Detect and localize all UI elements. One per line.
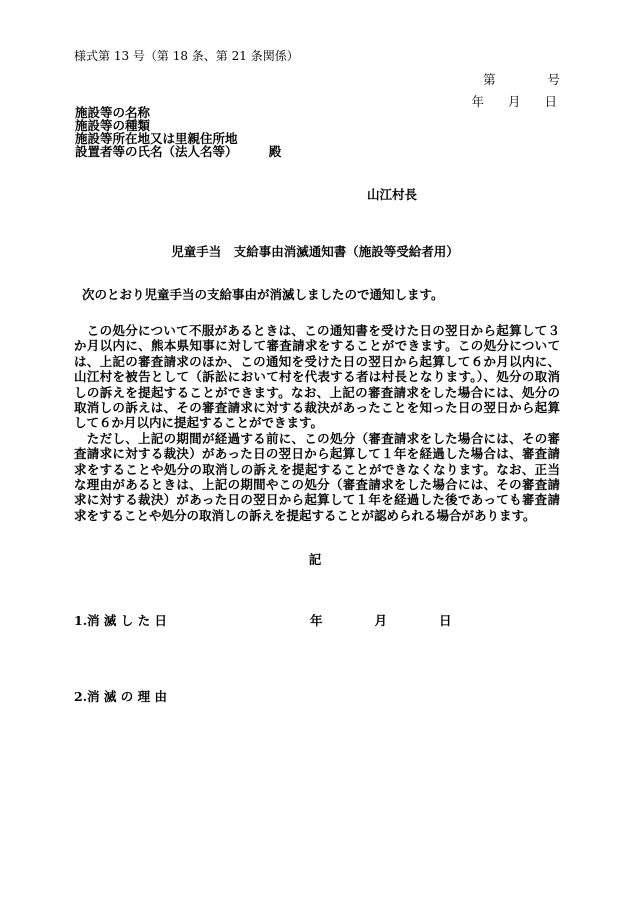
item1-month: 月 — [374, 613, 388, 628]
addressee-facility-type: 施設等の種類 — [75, 118, 151, 133]
item-extinction-reason-label: 2.消 滅 の 理 由 — [74, 689, 167, 704]
item1-day: 日 — [439, 613, 452, 628]
appeal-paragraph-1: この処分について不服があるときは、この通知書を受けた日の翌日から起算して３か月以内に、熊本県知事に対して審査請求をすることができます。この処分については、上記の審査請求のほか、この通知を受けた日の翌日から起算して６か月以内に、山江村を被告として（訴訟において村を代表する者は村長となります。）、処分の取消しの訴えを提起することができます。なお、上記の審査請求をした場合には、処分の取消しの訴えは、その審査請求に対する裁決があったことを知った日の翌日から起算して６か月以内に提起することができます。 — [74, 323, 560, 431]
addressee-facility-name: 施設等の名称 — [75, 105, 151, 120]
date-year: 年 — [471, 94, 484, 109]
addressee-block — [75, 106, 281, 158]
issuer-name: 山江村長 — [367, 187, 418, 202]
addressee-founder-name: 設置者等の氏名（法人名等） 殿 — [75, 144, 282, 159]
addressee-facility-address: 施設等所在地又は里親住所地 — [75, 131, 238, 146]
issue-date-line — [471, 92, 557, 110]
item-extinction-date-value — [310, 611, 452, 629]
item-extinction-date-label: 1.消 滅 し た 日 — [74, 613, 167, 628]
date-day: 日 — [544, 94, 557, 109]
appeal-paragraph-2: ただし、上記の期間が経過する前に、この処分（審査請求をした場合には、その審査請求に対する裁決）があった日の翌日から起算して１年を経過した場合は、審査請求をすることや処分の取消しの訴えを提起することができなくなります。なお、正当な理由があるときは、上記の期間やこの処分（審査請求をした場合には、その審査請求に対する裁決）があった日の翌日から起算して１年を経過した後であっても審査請求をすることや処分の取消しの訴えを提起することが認められる場合があります。 — [74, 430, 560, 523]
document-title: 児童手当 支給事由消滅通知書（施設等受給者用） — [171, 244, 459, 259]
form-number: 様式第 13 号（第 18 条、第 21 条関係） — [74, 49, 299, 63]
number-suffix: 号 — [547, 72, 560, 87]
appeal-notice-body — [74, 323, 560, 523]
document-number-line — [483, 70, 560, 88]
intro-sentence: 次のとおり児童手当の支給事由が消滅しましたので通知します。 — [82, 287, 444, 302]
date-month: 月 — [507, 94, 521, 109]
number-prefix: 第 — [482, 72, 496, 87]
ki-heading: 記 — [308, 552, 322, 567]
item1-year: 年 — [310, 613, 323, 628]
